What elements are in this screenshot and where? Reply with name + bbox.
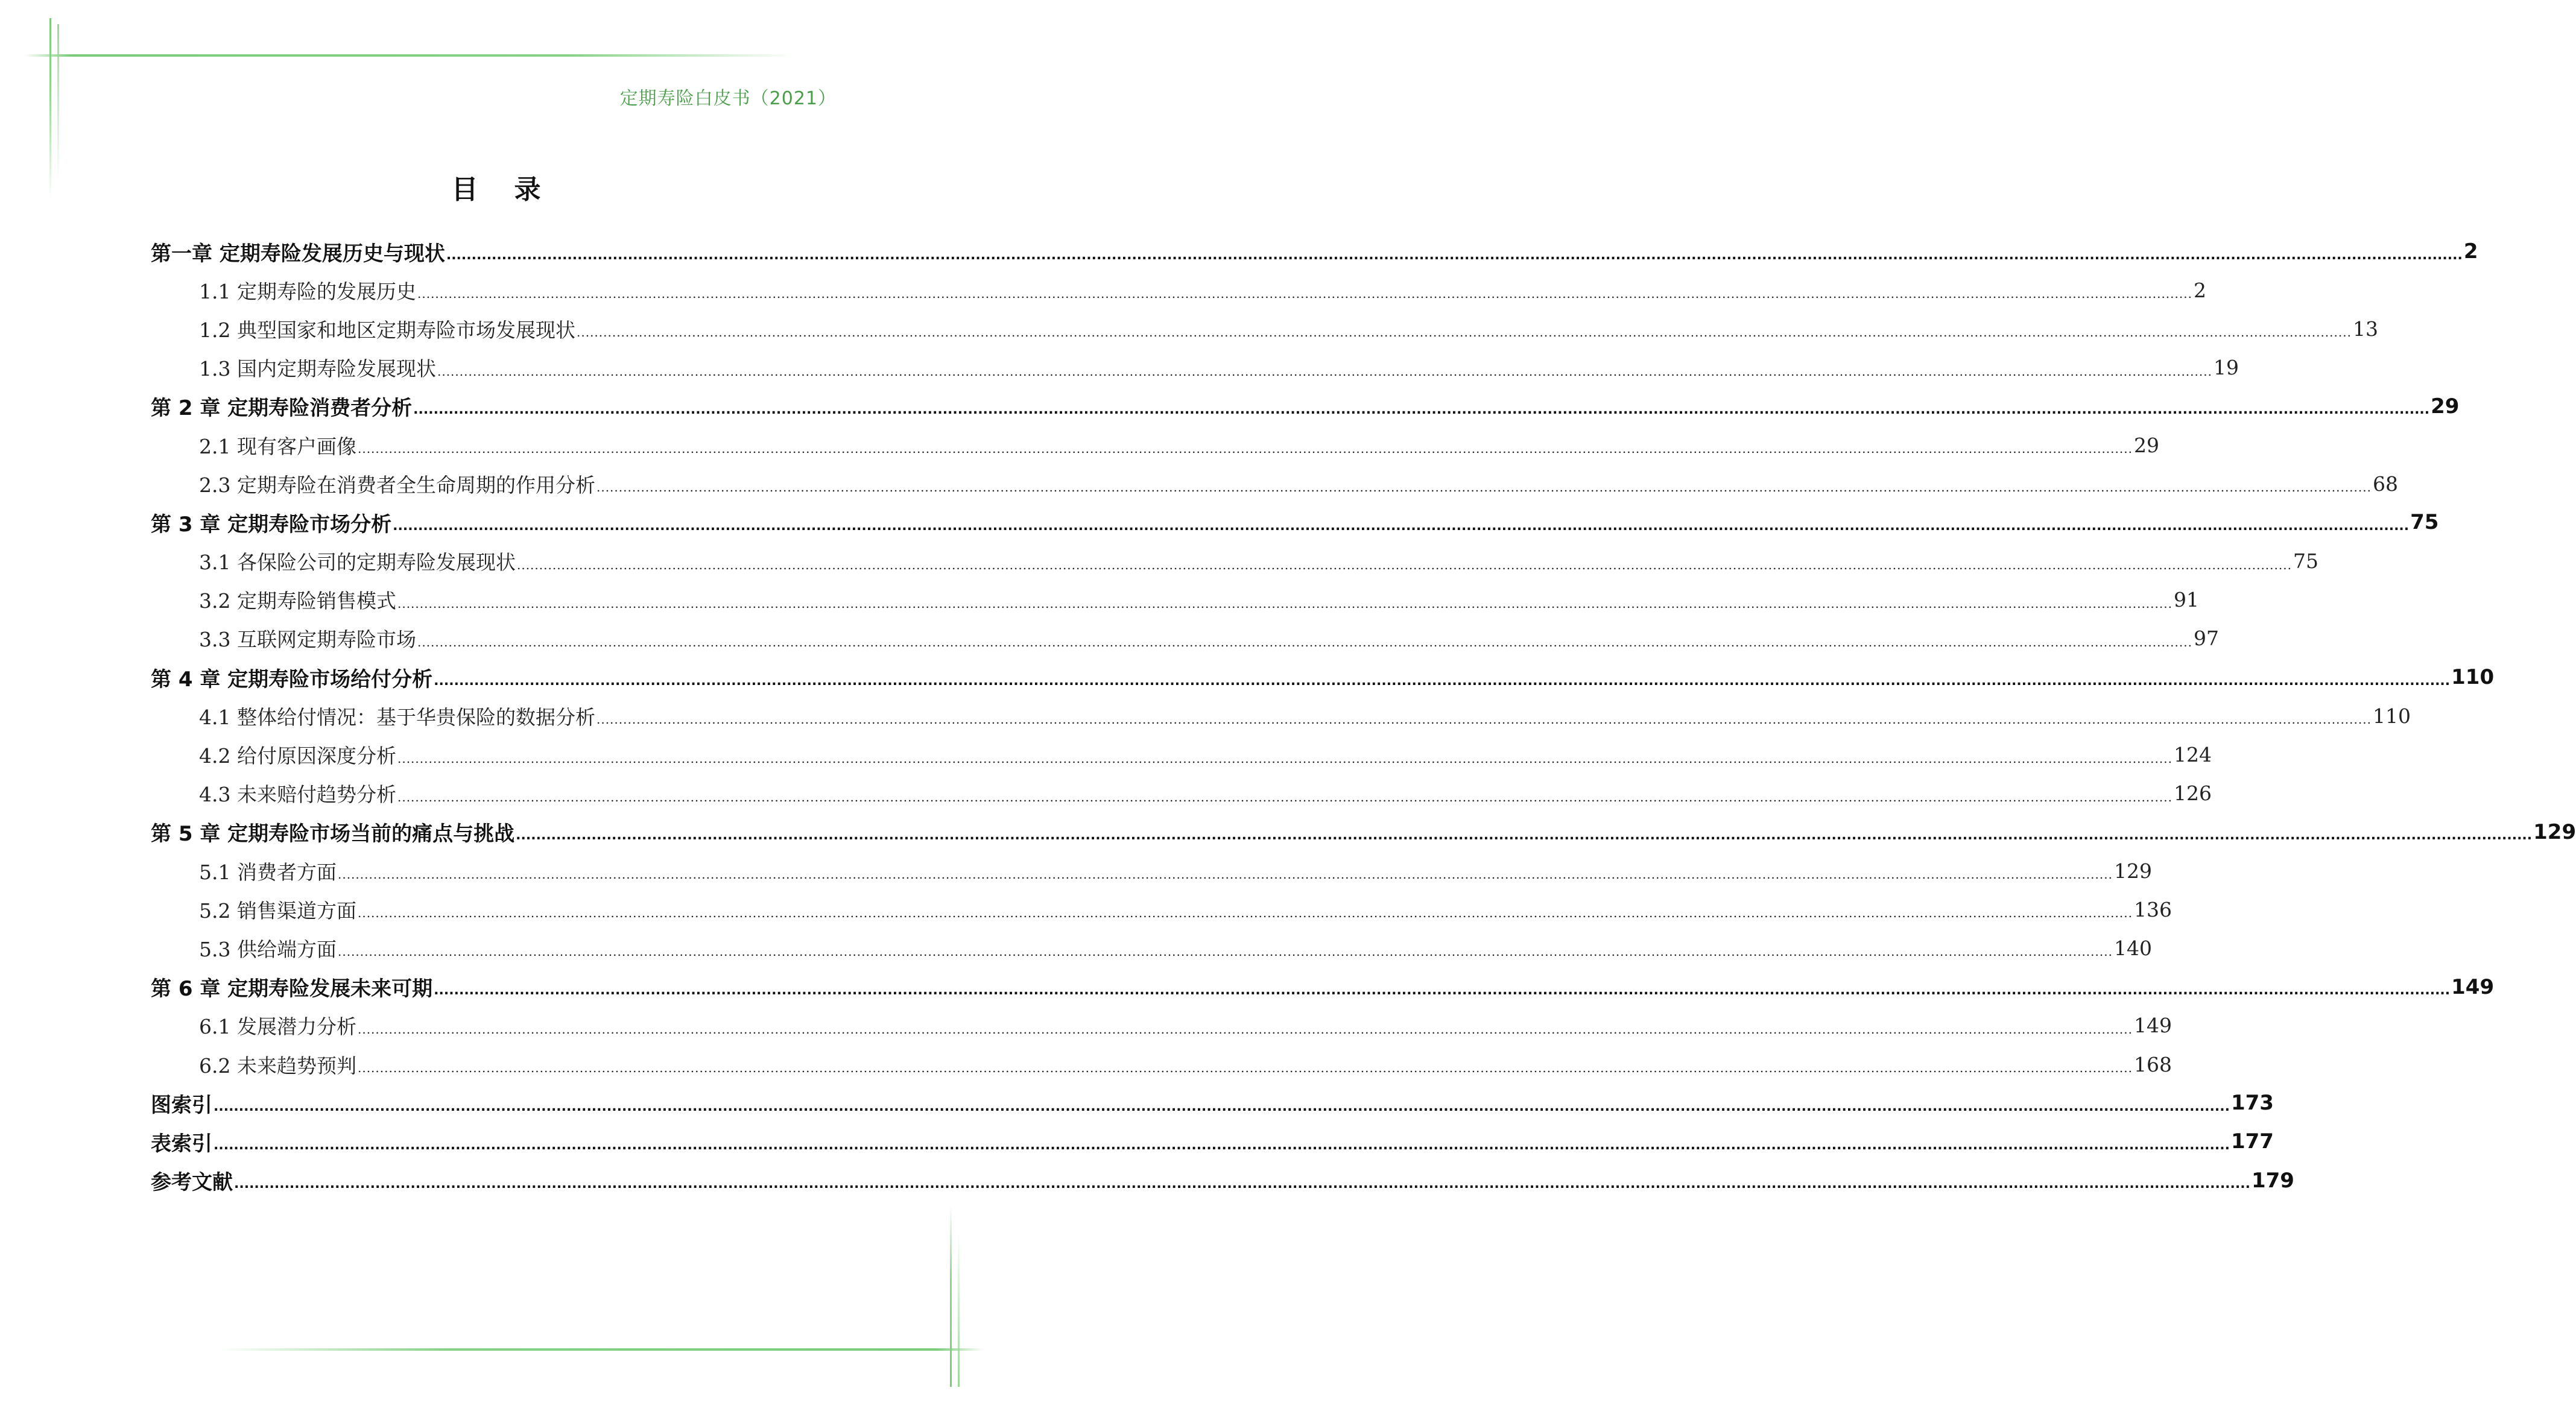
toc-entry-title: 1.2 典型国家和地区定期寿险市场发展现状 bbox=[199, 318, 575, 342]
decorative-frame-line-right-inner bbox=[958, 1230, 960, 1387]
toc-entry-page-number: 168 bbox=[2133, 1052, 2172, 1076]
toc-entry-title: 6.2 未来趋势预判 bbox=[199, 1053, 356, 1078]
toc-entry-page-number: 110 bbox=[2372, 704, 2411, 728]
toc-entry-page-number: 124 bbox=[2173, 743, 2212, 767]
toc-entry-title: 2.1 现有客户画像 bbox=[199, 434, 356, 458]
toc-section-entry[interactable] bbox=[151, 890, 2172, 929]
dot-leader: ................................................................................................................................................................................................................................................................................................................................................................................................................ bbox=[214, 1137, 2230, 1153]
dot-leader: ................................................................................................................................................................................................................................................................................................................................................................................................................ bbox=[516, 828, 2533, 844]
toc-entry-title: 第 5 章 定期寿险市场当前的痛点与挑战 bbox=[151, 822, 515, 847]
toc-entry-title: 6.1 发展潜力分析 bbox=[199, 1015, 356, 1039]
toc-entry-page-number: 149 bbox=[2451, 974, 2495, 999]
toc-entry-title: 4.3 未来赔付趋势分析 bbox=[199, 783, 396, 807]
dot-leader: ................................................................................................................................................................................................................................................................................................................................................................................................................ bbox=[397, 596, 2173, 611]
toc-section-entry[interactable] bbox=[151, 929, 2152, 967]
toc-entry-page-number: 68 bbox=[2372, 472, 2398, 496]
toc-entry-page-number: 110 bbox=[2451, 665, 2495, 690]
running-header-title: 定期寿险白皮书（2021） bbox=[619, 88, 837, 109]
dot-leader: ................................................................................................................................................................................................................................................................................................................................................................................................................ bbox=[337, 944, 2113, 959]
dot-leader: ................................................................................................................................................................................................................................................................................................................................................................................................................ bbox=[596, 480, 2372, 495]
toc-chapter-entry[interactable] bbox=[151, 232, 2478, 271]
toc-entry-page-number: 136 bbox=[2133, 897, 2172, 921]
toc-entry-title: 第 2 章 定期寿险消费者分析 bbox=[151, 396, 413, 421]
toc-section-entry[interactable] bbox=[151, 619, 2219, 658]
toc-entry-title: 2.3 定期寿险在消费者全生命周期的作用分析 bbox=[199, 473, 595, 497]
dot-leader: ................................................................................................................................................................................................................................................................................................................................................................................................................ bbox=[357, 1021, 2133, 1037]
dot-leader: ................................................................................................................................................................................................................................................................................................................................................................................................................ bbox=[434, 983, 2451, 999]
toc-entry-title: 3.3 互联网定期寿险市场 bbox=[199, 628, 416, 652]
toc-entry-title: 5.2 销售渠道方面 bbox=[199, 898, 356, 923]
toc-section-entry[interactable] bbox=[151, 542, 2318, 581]
toc-entry-title: 表索引 bbox=[151, 1131, 212, 1156]
decorative-frame-line-top bbox=[24, 54, 796, 57]
toc-entry-page-number: 173 bbox=[2230, 1091, 2274, 1116]
table-of-contents bbox=[151, 232, 2576, 1200]
toc-entry-page-number: 140 bbox=[2113, 936, 2152, 960]
toc-section-entry[interactable] bbox=[151, 1006, 2172, 1045]
decorative-frame-line-right bbox=[950, 1206, 952, 1387]
toc-heading: 目录 bbox=[451, 174, 577, 205]
toc-section-entry[interactable] bbox=[151, 581, 2199, 619]
dot-leader: ................................................................................................................................................................................................................................................................................................................................................................................................................ bbox=[417, 634, 2192, 649]
toc-entry-title: 1.3 国内定期寿险发展现状 bbox=[199, 357, 436, 381]
toc-entry-title: 第 6 章 定期寿险发展未来可期 bbox=[151, 977, 433, 1002]
dot-leader: ................................................................................................................................................................................................................................................................................................................................................................................................................ bbox=[357, 441, 2133, 456]
toc-entry-title: 1.1 定期寿险的发展历史 bbox=[199, 279, 416, 303]
toc-chapter-entry[interactable] bbox=[151, 1122, 2274, 1161]
toc-section-entry[interactable] bbox=[151, 464, 2398, 503]
toc-entry-page-number: 2 bbox=[2463, 239, 2478, 264]
decorative-frame-line-left-inner bbox=[57, 24, 59, 181]
dot-leader: ................................................................................................................................................................................................................................................................................................................................................................................................................ bbox=[434, 673, 2451, 689]
toc-entry-page-number: 75 bbox=[2293, 549, 2318, 573]
toc-section-entry[interactable] bbox=[151, 1045, 2172, 1084]
toc-entry-page-number: 19 bbox=[2213, 356, 2239, 380]
toc-entry-title: 3.2 定期寿险销售模式 bbox=[199, 589, 396, 613]
toc-section-entry[interactable] bbox=[151, 735, 2212, 774]
dot-leader: ................................................................................................................................................................................................................................................................................................................................................................................................................ bbox=[357, 1061, 2133, 1076]
toc-chapter-entry[interactable] bbox=[151, 813, 2576, 851]
toc-entry-title: 第 3 章 定期寿险市场分析 bbox=[151, 512, 392, 537]
dot-leader: ................................................................................................................................................................................................................................................................................................................................................................................................................ bbox=[417, 286, 2192, 302]
decorative-frame-line-bottom bbox=[217, 1348, 983, 1351]
toc-section-entry[interactable] bbox=[151, 426, 2159, 464]
toc-entry-page-number: 13 bbox=[2352, 317, 2378, 341]
toc-chapter-entry[interactable] bbox=[151, 1161, 2294, 1200]
toc-chapter-entry[interactable] bbox=[151, 658, 2495, 696]
toc-entry-title: 5.1 消费者方面 bbox=[199, 860, 337, 884]
toc-chapter-entry[interactable] bbox=[151, 387, 2460, 426]
toc-entry-title: 5.3 供给端方面 bbox=[199, 937, 337, 961]
dot-leader: ................................................................................................................................................................................................................................................................................................................................................................................................................ bbox=[516, 557, 2292, 572]
toc-section-entry[interactable] bbox=[151, 309, 2378, 348]
toc-entry-page-number: 126 bbox=[2173, 781, 2212, 806]
toc-entry-title: 4.2 给付原因深度分析 bbox=[199, 744, 396, 768]
toc-entry-page-number: 29 bbox=[2133, 433, 2159, 457]
dot-leader: ................................................................................................................................................................................................................................................................................................................................................................................................................ bbox=[397, 789, 2173, 804]
toc-entry-title: 图索引 bbox=[151, 1093, 212, 1117]
dot-leader: ................................................................................................................................................................................................................................................................................................................................................................................................................ bbox=[413, 402, 2430, 418]
toc-section-entry[interactable] bbox=[151, 851, 2152, 890]
toc-entry-page-number: 129 bbox=[2533, 819, 2576, 844]
toc-entry-page-number: 75 bbox=[2410, 510, 2439, 535]
toc-section-entry[interactable] bbox=[151, 271, 2206, 309]
toc-entry-page-number: 179 bbox=[2251, 1168, 2294, 1193]
dot-leader: ................................................................................................................................................................................................................................................................................................................................................................................................................ bbox=[576, 325, 2352, 340]
toc-chapter-entry[interactable] bbox=[151, 1084, 2274, 1122]
toc-chapter-entry[interactable] bbox=[151, 968, 2495, 1006]
dot-leader: ................................................................................................................................................................................................................................................................................................................................................................................................................ bbox=[234, 1176, 2250, 1192]
dot-leader: ................................................................................................................................................................................................................................................................................................................................................................................................................ bbox=[214, 1099, 2230, 1114]
dot-leader: ................................................................................................................................................................................................................................................................................................................................................................................................................ bbox=[393, 518, 2410, 534]
toc-entry-page-number: 177 bbox=[2230, 1129, 2274, 1154]
toc-entry-page-number: 2 bbox=[2193, 278, 2206, 302]
toc-section-entry[interactable] bbox=[151, 349, 2239, 387]
dot-leader: ................................................................................................................................................................................................................................................................................................................................................................................................................ bbox=[357, 906, 2133, 921]
toc-section-entry[interactable] bbox=[151, 696, 2411, 735]
dot-leader: ................................................................................................................................................................................................................................................................................................................................................................................................................ bbox=[337, 867, 2113, 882]
toc-entry-page-number: 149 bbox=[2133, 1014, 2172, 1038]
dot-leader: ................................................................................................................................................................................................................................................................................................................................................................................................................ bbox=[446, 247, 2463, 263]
toc-entry-title: 第一章 定期寿险发展历史与现状 bbox=[151, 241, 445, 266]
toc-entry-page-number: 129 bbox=[2113, 859, 2152, 883]
dot-leader: ................................................................................................................................................................................................................................................................................................................................................................................................................ bbox=[437, 364, 2212, 379]
toc-entry-title: 4.1 整体给付情况：基于华贵保险的数据分析 bbox=[199, 705, 595, 729]
toc-entry-title: 3.1 各保险公司的定期寿险发展现状 bbox=[199, 551, 516, 575]
toc-entry-page-number: 29 bbox=[2431, 394, 2460, 418]
toc-entry-page-number: 91 bbox=[2173, 588, 2199, 612]
toc-entry-title: 第 4 章 定期寿险市场给付分析 bbox=[151, 667, 433, 692]
toc-entry-page-number: 97 bbox=[2193, 627, 2219, 651]
toc-entry-title: 参考文献 bbox=[151, 1170, 233, 1195]
dot-leader: ................................................................................................................................................................................................................................................................................................................................................................................................................ bbox=[596, 712, 2372, 727]
toc-chapter-entry[interactable] bbox=[151, 503, 2439, 541]
dot-leader: ................................................................................................................................................................................................................................................................................................................................................................................................................ bbox=[397, 751, 2173, 766]
toc-section-entry[interactable] bbox=[151, 774, 2212, 813]
